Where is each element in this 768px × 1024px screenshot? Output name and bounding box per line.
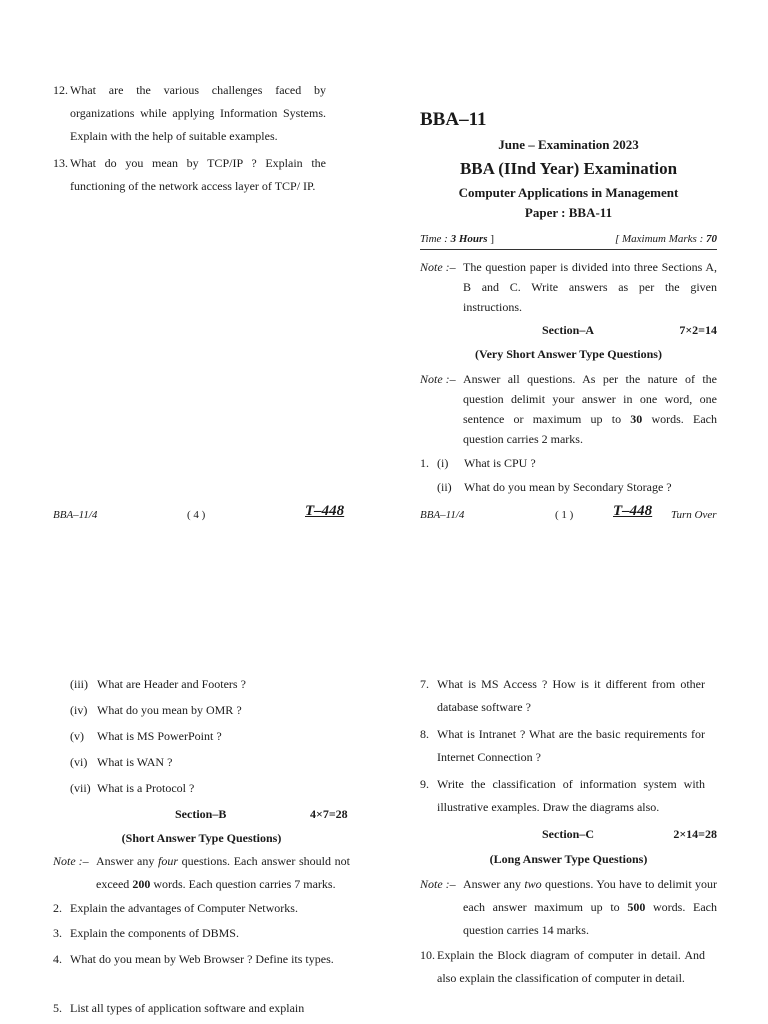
- note-label: Note :–: [53, 854, 89, 868]
- question-number: 13.: [53, 156, 68, 170]
- section-marks: 2×14=28: [673, 827, 717, 841]
- section-c-heading: [420, 826, 717, 842]
- footer-t-code: T–448: [305, 503, 345, 519]
- question-13: [53, 152, 326, 198]
- note-section-b: [53, 850, 350, 896]
- section-c-subtitle: (Long Answer Type Questions): [489, 852, 648, 866]
- footer-page-number: ( 1 ): [555, 509, 574, 521]
- question-text: What is WAN ?: [97, 755, 173, 769]
- roman-index: (v): [70, 729, 84, 743]
- question-7: [420, 673, 705, 719]
- roman-index: (iii): [70, 677, 88, 691]
- sub-question: [70, 777, 350, 803]
- footer-page-number: ( 4 ): [187, 509, 206, 521]
- roman-index: (vi): [70, 755, 88, 769]
- question-number: 3.: [53, 926, 62, 940]
- sub-question: [70, 699, 350, 725]
- question-text: Explain the advantages of Computer Networks.: [70, 901, 298, 915]
- question-number: 10.: [420, 948, 435, 962]
- note-text: The question paper is divided into three Sections A, B and C. Write answers as per the given instructions.: [463, 260, 717, 314]
- note-section-c: [420, 873, 717, 942]
- question-text: Explain the Block diagram of computer in detail. And also explain the classification of computer in detail.: [437, 948, 705, 985]
- footer-turn-over: Turn Over: [671, 509, 717, 521]
- question-number: 12.: [53, 83, 68, 97]
- question-text: What are Header and Footers ?: [97, 677, 246, 691]
- section-a-subtitle: (Very Short Answer Type Questions): [475, 347, 662, 361]
- sub-question: [70, 673, 350, 699]
- question-2: [53, 897, 350, 920]
- exam-session: June – Examination 2023: [498, 137, 639, 152]
- section-a-heading: [420, 322, 717, 338]
- header-rule: [420, 249, 717, 250]
- question-text: What do you mean by TCP/IP ? Explain the functioning of the network access layer of TCP/ IP.: [70, 156, 326, 193]
- question-text: What do you mean by OMR ?: [97, 703, 242, 717]
- question-number: 2.: [53, 901, 62, 915]
- page-footer-right-top: [420, 503, 720, 525]
- section-title: Section–A: [542, 323, 594, 337]
- footer-paper-code: BBA–11/4: [420, 509, 465, 521]
- roman-index: (iv): [70, 703, 88, 717]
- question-text: What do you mean by Web Browser ? Define its types.: [70, 952, 334, 966]
- note-label: Note :–: [420, 372, 456, 386]
- footer-paper-code: BBA–11/4: [53, 509, 98, 521]
- question-number: 8.: [420, 727, 429, 741]
- note-text: Answer all questions. As per the nature of the question delimit your answer in one word, one sentence or maximum up to 30 words. Each question carries 2 marks.: [463, 372, 717, 446]
- question-number: 1.: [420, 456, 429, 470]
- note-section-a: [420, 369, 717, 449]
- question-number: 5.: [53, 1001, 62, 1015]
- roman-index: (i): [437, 456, 449, 470]
- question-text: What are the various challenges faced by organizations while applying Information Systems. Explain with the help of suitable examples.: [70, 83, 326, 143]
- question-3: [53, 922, 350, 945]
- note-label: Note :–: [420, 877, 456, 891]
- note-text: Answer any four questions. Each answer should not exceed 200 words. Each question carries 7 marks.: [96, 854, 351, 891]
- question-text: List all types of application software and explain: [70, 1001, 305, 1015]
- question-10: [420, 944, 705, 990]
- question-number: 4.: [53, 952, 62, 966]
- question-number: 7.: [420, 677, 429, 691]
- question-1-ii: [420, 476, 717, 499]
- page-footer-left-top: [53, 503, 353, 525]
- question-text: What is CPU ?: [464, 456, 536, 470]
- section-title: Section–C: [542, 827, 594, 841]
- question-8: [420, 723, 705, 769]
- question-text: What do you mean by Secondary Storage ?: [464, 480, 672, 494]
- time-marks-row: [420, 233, 717, 249]
- exam-title: BBA (IInd Year) Examination: [459, 159, 678, 178]
- question-text: Explain the components of DBMS.: [70, 926, 239, 940]
- question-12: [53, 79, 326, 148]
- roman-index: (ii): [437, 480, 452, 494]
- note-label: Note :–: [420, 260, 456, 274]
- sub-question: [70, 725, 350, 751]
- question-number: 9.: [420, 777, 429, 791]
- question-9: [420, 773, 705, 819]
- question-text: What is MS PowerPoint ?: [97, 729, 222, 743]
- note-general: [420, 257, 717, 317]
- roman-index: (vii): [70, 781, 91, 795]
- sub-question: [70, 751, 350, 777]
- footer-t-code: T–448: [613, 503, 653, 519]
- question-text: What is a Protocol ?: [97, 781, 195, 795]
- maximum-marks: [ Maximum Marks : 70: [614, 233, 717, 245]
- paper-number: Paper : BBA-11: [524, 205, 613, 220]
- note-text: Answer any two questions. You have to delimit your each answer maximum up to 500 words. Each question carries 14 marks.: [463, 877, 717, 937]
- sub-question-list: [70, 673, 350, 803]
- section-title: Section–B: [175, 807, 227, 821]
- section-b-heading: [53, 806, 350, 822]
- time-allowed: Time : 3 Hours ]: [420, 233, 494, 245]
- question-text: What is MS Access ? How is it different from other database software ?: [437, 677, 705, 714]
- question-1-i: [420, 452, 717, 475]
- section-marks: 4×7=28: [310, 807, 348, 821]
- section-b-subtitle: (Short Answer Type Questions): [121, 831, 282, 845]
- question-4: [53, 948, 336, 971]
- section-marks: 7×2=14: [679, 323, 717, 337]
- subject-title: Computer Applications in Management: [458, 185, 679, 200]
- question-text: Write the classification of information system with illustrative examples. Draw the diagrams also.: [437, 777, 705, 814]
- paper-code-heading: BBA–11: [420, 109, 487, 130]
- question-text: What is Intranet ? What are the basic requirements for Internet Connection ?: [437, 727, 705, 764]
- question-5: [53, 997, 350, 1020]
